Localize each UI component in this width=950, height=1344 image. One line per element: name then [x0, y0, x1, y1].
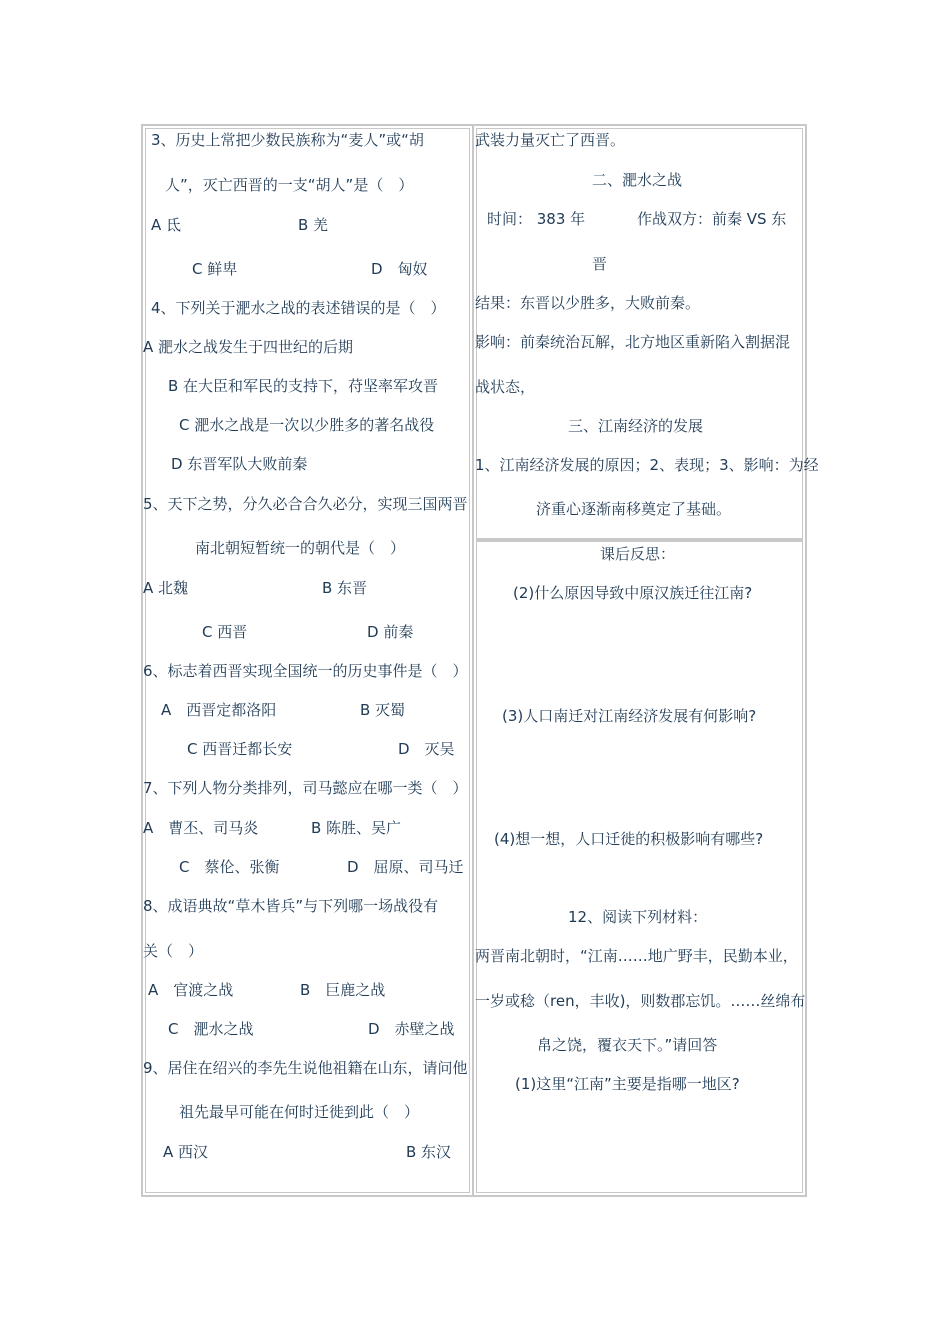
- q9-option-b: B 东汉: [406, 1143, 452, 1161]
- q6-stem: 6、标志着西晋实现全国统一的历史事件是（ ）: [143, 662, 468, 680]
- reflection-title: 课后反思：: [600, 545, 676, 563]
- q4-option-d: D 东晋军队大败前秦: [171, 455, 308, 473]
- q8-option-b: B 巨鹿之战: [300, 981, 386, 999]
- q5-option-a: A 北魏: [143, 579, 189, 597]
- q8-stem-line2: 关（ ）: [143, 942, 204, 960]
- section-heading-feishui: 二、淝水之战: [592, 171, 683, 189]
- q3-option-b: B 羌: [298, 216, 329, 234]
- text-line-continuation: 武装力量灭亡了西晋。: [475, 131, 626, 149]
- q5-stem-line1: 5、天下之势，分久必合合久必分，实现三国两晋: [143, 495, 468, 513]
- q9-stem-line1: 9、居住在绍兴的李先生说他祖籍在山东，请问他: [143, 1059, 468, 1077]
- battle-sides-cont: 晋: [592, 255, 608, 273]
- q8-option-c: C 淝水之战: [168, 1020, 254, 1038]
- material-line3: 帛之饶，覆衣天下。”请回答: [537, 1036, 718, 1054]
- q3-option-c: C 鲜卑: [192, 260, 238, 278]
- q6-option-c: C 西晋迁都长安: [187, 740, 293, 758]
- q5-option-c: C 西晋: [202, 623, 248, 641]
- q7-option-d: D 屈原、司马迁: [347, 858, 464, 876]
- q7-option-c: C 蔡伦、张衡: [179, 858, 280, 876]
- battle-time: 时间： 383 年: [487, 210, 586, 228]
- q7-stem: 7、下列人物分类排列，司马懿应在哪一类（ ）: [143, 779, 468, 797]
- q4-stem: 4、下列关于淝水之战的表述错误的是（ ）: [151, 299, 446, 317]
- q4-option-a: A 淝水之战发生于四世纪的后期: [143, 338, 354, 356]
- battle-impact-line1: 影响：前秦统治瓦解，北方地区重新陷入割据混: [475, 333, 791, 351]
- q8-option-d: D 赤壁之战: [368, 1020, 455, 1038]
- reflection-question-3: (3)人口南迁对江南经济发展有何影响?: [502, 707, 757, 725]
- reflection-question-4: (4)想一想，人口迁徙的积极影响有哪些?: [494, 830, 764, 848]
- q7-option-a: A 曹丕、司马炎: [143, 819, 259, 837]
- battle-impact-line2: 战状态，: [475, 378, 536, 396]
- section-heading-jiangnan: 三、江南经济的发展: [568, 417, 704, 435]
- subquestion-1: (1)这里“江南”主要是指哪一地区?: [515, 1075, 740, 1093]
- q9-stem-line2: 祖先最早可能在何时迁徙到此（ ）: [179, 1103, 420, 1121]
- q8-stem-line1: 8、成语典故“草木皆兵”与下列哪一场战役有: [143, 897, 439, 915]
- material-line2: 一岁或稔（ren，丰收)，则数郡忘饥。……丝绵布: [475, 992, 806, 1010]
- q3-stem-line1: 3、历史上常把少数民族称为“麦人”或“胡: [151, 131, 424, 149]
- economy-line1: 1、江南经济发展的原因；2、表现；3、影响：为经: [475, 456, 819, 474]
- q6-option-b: B 灭蜀: [360, 701, 406, 719]
- right-bottom-cell: [475, 541, 806, 1193]
- q9-option-a: A 西汉: [163, 1143, 209, 1161]
- material-line1: 两晋南北朝时，“江南……地广野丰，民勤本业，: [475, 947, 798, 965]
- question-12-heading: 12、阅读下列材料：: [568, 908, 708, 926]
- q5-stem-line2: 南北朝短暂统一的朝代是（ ）: [195, 539, 406, 557]
- q3-option-d: D 匈奴: [371, 260, 428, 278]
- battle-sides: 作战双方：前秦 VS 东: [637, 210, 787, 228]
- q3-stem-line2: 人”，灭亡西晋的一支“胡人”是（ ）: [165, 176, 414, 194]
- reflection-question-2: (2)什么原因导致中原汉族迁往江南?: [513, 584, 753, 602]
- battle-result: 结果：东晋以少胜多，大败前秦。: [475, 294, 701, 312]
- q8-option-a: A 官渡之战: [148, 981, 234, 999]
- q7-option-b: B 陈胜、吴广: [311, 819, 402, 837]
- q6-option-d: D 灭吴: [398, 740, 455, 758]
- q3-option-a: A 氐: [151, 216, 182, 234]
- q4-option-c: C 淝水之战是一次以少胜多的著名战役: [179, 416, 435, 434]
- q5-option-b: B 东晋: [322, 579, 368, 597]
- q6-option-a: A 西晋定都洛阳: [161, 701, 277, 719]
- q4-option-b: B 在大臣和军民的支持下，苻坚率军攻晋: [168, 377, 439, 395]
- economy-line2: 济重心逐渐南移奠定了基础。: [536, 500, 732, 518]
- q5-option-d: D 前秦: [367, 623, 414, 641]
